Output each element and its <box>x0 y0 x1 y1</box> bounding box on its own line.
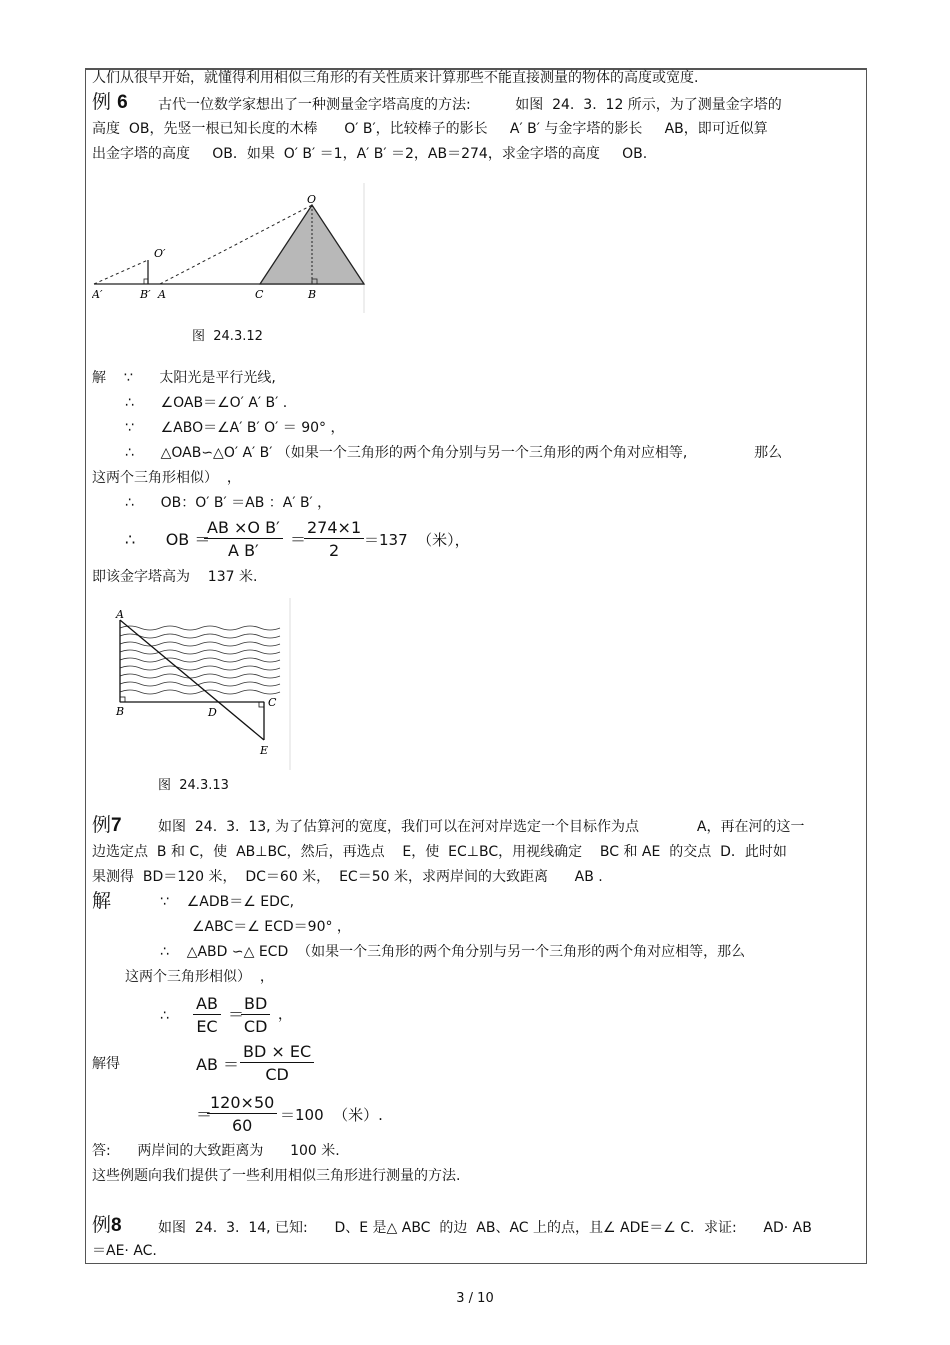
formula-result: ＝137 （米）， <box>364 531 470 549</box>
label-O-prime: O′ <box>154 247 166 260</box>
label-A-prime: A′ <box>92 288 103 301</box>
numerator: AB <box>193 994 221 1015</box>
solution-line: ∴ △ABD ∽△ ECD （如果一个三角形的两个角分别与另一个三角形的两个角对应相等，那么 <box>160 944 746 960</box>
example-7-label <box>92 816 122 835</box>
denominator: CD <box>265 1065 289 1084</box>
numerator: BD <box>241 994 270 1015</box>
solution-line: 解 ∵ 太阳光是平行光线, <box>92 370 276 386</box>
therefore: ∴ <box>160 1008 169 1024</box>
solution-line: ∴ △OAB∽△O′ A′ B′ （如果一个三角形的两个角分别与另一个三角形的两个角对应相等, 那么 <box>125 445 783 461</box>
example-6-label <box>92 93 128 112</box>
formula-prefix: ∴ OB ＝ <box>125 530 211 549</box>
label-O: O <box>307 193 317 206</box>
numerator: 274×1 <box>304 518 364 539</box>
label-A: A <box>116 608 124 621</box>
river-waves <box>120 626 280 694</box>
label-B: B <box>308 288 317 301</box>
equals: ＝ <box>290 530 307 549</box>
formula-prefix: AB ＝ <box>196 1055 240 1074</box>
label-C: C <box>268 696 277 709</box>
denominator: A B′ <box>228 541 259 560</box>
intro-text: 人们从很早开始，就懂得利用相似三角形的有关性质来计算那些不能直接测量的物体的高度或宽度. <box>92 70 699 86</box>
solution-line: ∴ ∠OAB＝∠O′ A′ B′ . <box>125 395 288 411</box>
denominator: 60 <box>231 1116 253 1135</box>
label-B: B <box>116 705 125 718</box>
example-label: 例 <box>92 1214 112 1236</box>
answer-line: 即该金字塔高为 137 米. <box>92 569 258 585</box>
figure-caption: 图 24.3.13 <box>158 778 229 793</box>
fraction <box>207 1093 277 1135</box>
denominator: 2 <box>328 541 340 560</box>
ex6-line: 出金字塔的高度 OB．如果 O′ B′ ＝1，A′ B′ ＝2，AB＝274，求金字塔的高度 OB. <box>92 146 648 162</box>
pyramid-figure <box>92 183 366 313</box>
solution-line: ∵ ∠ADB＝∠ EDC, <box>160 894 295 910</box>
numerator: BD × EC <box>240 1042 314 1063</box>
equals: ＝ <box>196 1105 213 1124</box>
example-label: 例 <box>92 91 112 113</box>
denominator: CD <box>243 1017 268 1036</box>
denominator: EC <box>196 1017 218 1036</box>
ex8-line: ＝AE· AC. <box>92 1243 157 1259</box>
label-E: E <box>260 744 269 757</box>
numerator: AB ×O B′ <box>204 518 283 539</box>
fraction <box>241 994 270 1036</box>
fraction <box>204 518 283 560</box>
figure-caption: 图 24.3.12 <box>192 329 263 344</box>
label-C: C <box>255 288 264 301</box>
example-8-label <box>92 1216 122 1235</box>
solution-line: ∴ OB：O′ B′ ＝AB ：A′ B′ ， <box>125 495 332 511</box>
equals: ＝ <box>228 1005 245 1024</box>
solution-line: 这两个三角形相似） ， <box>125 969 274 985</box>
solve-label: 解得 <box>92 1056 120 1072</box>
label-D: D <box>208 706 217 719</box>
fraction <box>193 994 221 1036</box>
fraction <box>240 1042 314 1084</box>
summary-line: 这些例题向我们提供了一些利用相似三角形进行测量的方法. <box>92 1168 461 1184</box>
ex7-line: 边选定点 B 和 C，使 AB⊥BC，然后，再选点 E，使 EC⊥BC，用视线确定 BC 和 AE 的交点 D．此时如 <box>92 844 787 860</box>
ex7-line: 果测得 BD＝120 米， DC＝60 米， EC＝50 米，求两岸间的大致距离 AB . <box>92 869 603 885</box>
fraction <box>304 518 364 560</box>
answer-line: 答: 两岸间的大致距离为 100 米. <box>92 1143 340 1159</box>
solution-line: ∵ ∠ABO＝∠A′ B′ O′ ＝ 90° ， <box>125 420 345 436</box>
comma: ， <box>278 1007 292 1023</box>
ex8-line: 如图 24. 3. 14, 已知: D、E 是△ ABC 的边 AB、AC 上的点，且∠ ADE＝∠ C．求证: AD· AB <box>158 1220 812 1236</box>
solution-label: 解 <box>92 890 112 912</box>
example-number: 6 <box>117 92 128 113</box>
example-number: 7 <box>111 815 122 836</box>
page-number: 3 / 10 <box>456 1291 494 1306</box>
river-figure <box>92 598 292 770</box>
ex7-line: 如图 24. 3. 13, 为了估算河的宽度，我们可以在河对岸选定一个目标作为点 A，再在河的这一 <box>158 819 805 835</box>
solution-line: ∠ABC＝∠ ECD＝90° ， <box>192 919 351 935</box>
label-B-prime: B′ <box>140 288 151 301</box>
label-A: A <box>158 288 166 301</box>
example-label: 例 <box>92 814 112 836</box>
formula-result: ＝100 （米）. <box>280 1106 383 1124</box>
ex6-line: 高度 OB，先竖一根已知长度的木棒 O′ B′，比较棒子的影长 A′ B′ 与金字塔的影长 AB，即可近似算 <box>92 121 768 137</box>
ex6-line: 古代一位数学家想出了一种测量金字塔高度的方法: 如图 24. 3. 12 所示，为了测量金字塔的 <box>158 97 782 113</box>
solution-line: 这两个三角形相似） ， <box>92 470 241 486</box>
example-number: 8 <box>111 1215 122 1236</box>
numerator: 120×50 <box>207 1093 277 1114</box>
